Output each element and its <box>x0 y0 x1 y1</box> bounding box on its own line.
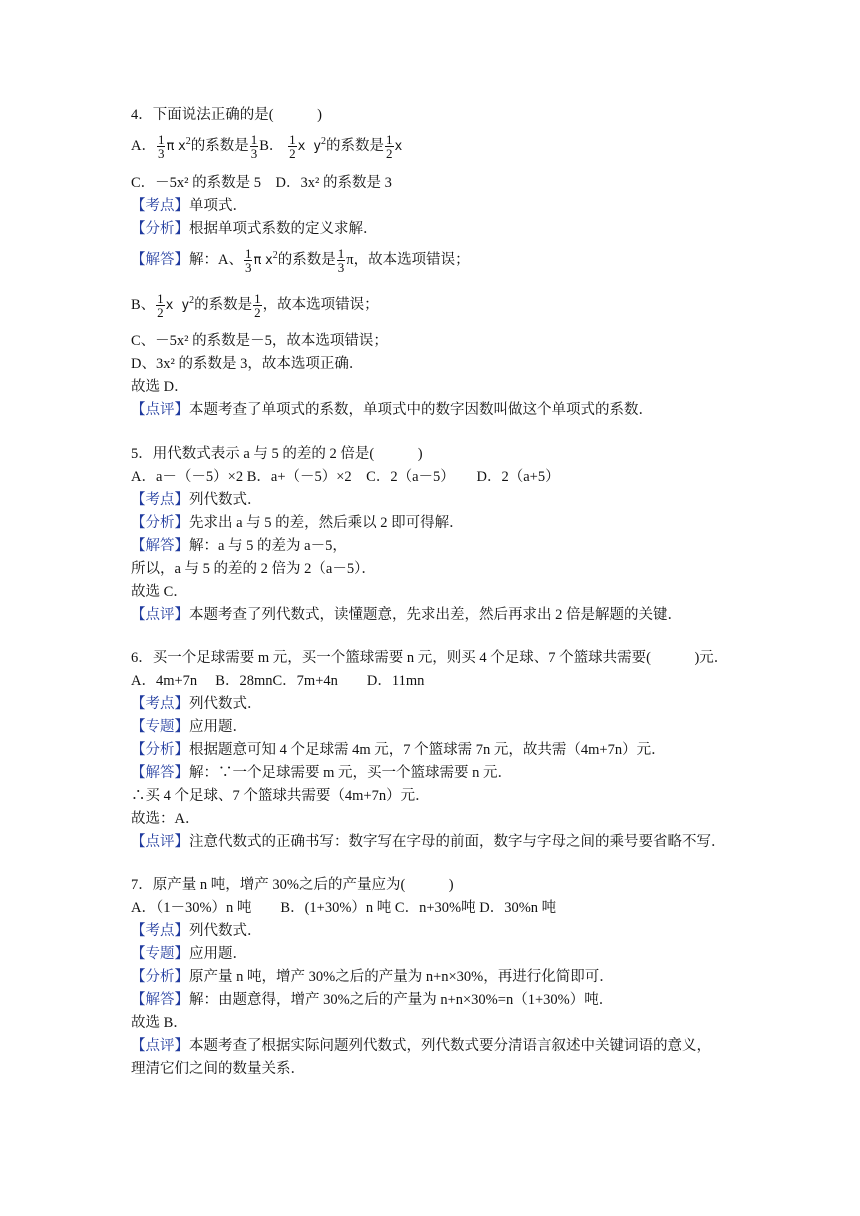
fraction-one-third: $\frac{1}{3}$ <box>250 132 258 161</box>
q6-dianping: 【点评】注意代数式的正确书写：数字写在字母的前面，数字与字母之间的乘号要省略不写． <box>131 834 726 850</box>
q5-dianping: 【点评】本题考查了列代数式，读懂题意，先求出差，然后再求出 2 倍是解题的关键． <box>131 607 682 623</box>
q5-line2: 所以，a 与 5 的差的 2 倍为 2（a－5）． <box>131 561 376 577</box>
q6-options: A．4m+7n B．28mnC．7m+4n D．11mn <box>131 673 425 689</box>
q4-options-ab: A． $\frac{1}{3}$ π $x^2$的系数是 $\frac{1}{3}$ B． $\frac{1}{2}$ x $y^2$的系数是 $\frac{1}{2}$ x <box>131 132 403 161</box>
q7-zhuanti: 【专题】应用题． <box>131 946 247 962</box>
q4-fenxi: 【分析】根据单项式系数的定义求解． <box>131 221 378 237</box>
q7-dianping-line2: 理清它们之间的数量关系． <box>131 1061 305 1077</box>
q6-stem: 6．买一个足球需要 m 元，买一个篮球需要 n 元，则买 4 个足球、7 个篮球共需要( )元． <box>131 650 729 666</box>
q7-kaodian: 【考点】列代数式． <box>131 923 262 939</box>
q6-zhuanti: 【专题】应用题． <box>131 719 247 735</box>
q6-fenxi: 【分析】根据题意可知 4 个足球需 4m 元，7 个篮球需 7n 元，故共需（4m+7n）元． <box>131 742 666 758</box>
q7-jieda: 【解答】解：由题意得，增产 30%之后的产量为 n+n×30%=n（1+30%）吨． <box>131 992 614 1008</box>
q5-kaodian: 【考点】列代数式． <box>131 492 262 508</box>
q5-stem: 5．用代数式表示 a 与 5 的差的 2 倍是( ) <box>131 446 423 462</box>
q7-options: A．（1－30%）n 吨 B．(1+30%）n 吨 C．n+30%吨 D．30%n 吨 <box>131 900 557 916</box>
q4-dianping: 【点评】本题考查了单项式的系数，单项式中的数字因数叫做这个单项式的系数． <box>131 402 653 418</box>
q5-jieda: 【解答】解：a 与 5 的差为 a－5， <box>131 538 347 554</box>
fraction-one-half: $\frac{1}{2}$ <box>289 132 296 161</box>
q4-stem: 4．下面说法正确的是( ) <box>131 107 322 123</box>
q6-kaodian: 【考点】列代数式． <box>131 696 262 712</box>
q6-jieda: 【解答】解：∵一个足球需要 m 元，买一个篮球需要 n 元． <box>131 765 513 781</box>
fraction-one-third: $\frac{1}{3}$ <box>157 132 165 161</box>
q6-line2: ∴买 4 个足球、7 个篮球共需要（4m+7n）元． <box>131 788 430 804</box>
q5-fenxi: 【分析】先求出 a 与 5 的差，然后乘以 2 即可得解． <box>131 515 464 531</box>
q7-stem: 7．原产量 n 吨，增产 30%之后的产量应为( ) <box>131 877 454 893</box>
q5-answer: 故选 C． <box>131 584 188 600</box>
q6-answer: 故选：A． <box>131 811 200 827</box>
q7-answer: 故选 B． <box>131 1015 188 1031</box>
q7-fenxi: 【分析】原产量 n 吨，增产 30%之后的产量为 n+n×30%，再进行化简即可． <box>131 969 614 985</box>
q4-jieda: 【解答】解：A、 $\frac{1}{3}$ π $x^2$的系数是 $\frac{1}{3}$ π，故本选项错误； <box>131 246 470 275</box>
q4-kaodian: 【考点】单项式． <box>131 198 247 214</box>
q4-c-line: C、－5x² 的系数是－5，故本选项错误； <box>131 333 388 349</box>
q4-d-line: D、3x² 的系数是 3，故本选项正确． <box>131 356 364 372</box>
fraction-one-half: $\frac{1}{2}$ <box>386 132 393 161</box>
q4-b-line: B、 $\frac{1}{2}$ x $y^2$的系数是 $\frac{1}{2}$ ，故本选项错误； <box>131 291 379 320</box>
q4-options-cd: C．－5x² 的系数是 5 D．3x² 的系数是 3 <box>131 175 392 191</box>
q7-dianping: 【点评】本题考查了根据实际问题列代数式，列代数式要分清语言叙述中关键词语的意义， <box>131 1038 711 1054</box>
q5-options: A．a－（－5）×2 B．a+（－5）×2 C．2（a－5） D．2（a+5） <box>131 469 560 485</box>
q4-answer: 故选 D． <box>131 379 189 395</box>
